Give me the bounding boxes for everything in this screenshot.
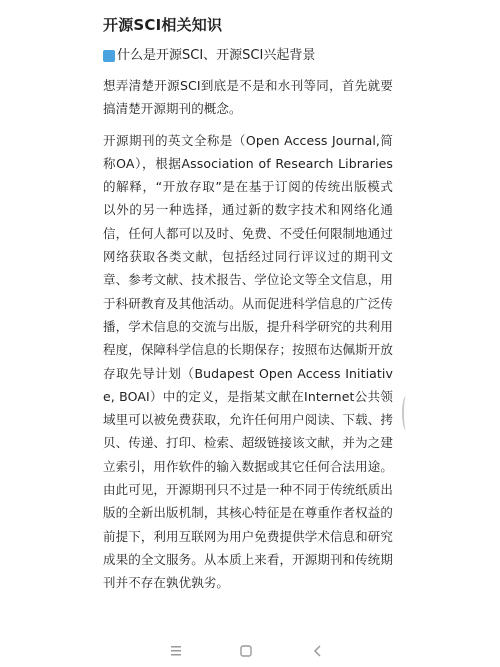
- side-swipe-handle[interactable]: [402, 396, 410, 430]
- nav-back-button[interactable]: [306, 639, 330, 663]
- system-navigation-bar: [0, 633, 500, 667]
- nav-home-button[interactable]: [234, 639, 258, 663]
- section-heading: [103, 46, 393, 66]
- article-content: [103, 14, 393, 603]
- back-icon: [311, 644, 325, 658]
- nav-menu-button[interactable]: [164, 639, 188, 663]
- section-heading-text: 什么是开源SCI、开源SCI兴起背景: [117, 48, 316, 63]
- blue-square-icon: [103, 50, 115, 62]
- intro-paragraph: 想弄清楚开源SCI到底是不是和水刊等同，首先就要搞清楚开源期刊的概念。: [103, 78, 393, 117]
- home-icon: [239, 644, 253, 658]
- page-title: 开源SCI相关知识: [103, 16, 223, 34]
- menu-icon: [169, 644, 183, 658]
- body-paragraph: 开源期刊的英文全称是（Open Access Journal,简称OA），根据Association of Research Libraries的解释，“开放存取”是在基于订阅的传统出版模式以外的另一种选择，通过新的数字技术和网络化通信，任何人都可以及时、免费、不受任何限制地通过网络获取各类文献，包括经过同行评议过的期刊文章、参考文献、技术报告、学位论文等全文信息，用于科研教育及其他活动。从而促进科学信息的广泛传播，学术信息的交流与出版，提升科学研究的共利用程度，保障科学信息的长期保存；按照布达佩斯开放存取先导计划（Budapest Open Access Initiative, BOAI）中的定义，是指某文献在Internet公共领域里可以被免费获取，允许任何用户阅读、下载、拷贝、传递、打印、检索、超级链接该文献，并为之建立索引，用作软件的输入数据或其它任何合法用途。由此可见，开源期刊只不过是一种不同于传统纸质出版的全新出版机制，其核心特征是在尊重作者权益的前提下，利用互联网为用户免费提供学术信息和研究成果的全文服务。从本质上来看，开源期刊和传统期刊并不存在孰优孰劣。: [103, 132, 393, 591]
